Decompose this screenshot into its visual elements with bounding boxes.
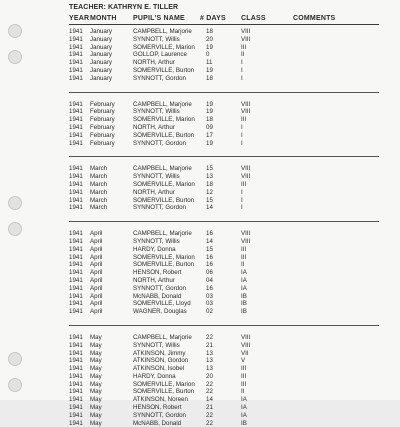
year-cell: 1941: [69, 196, 83, 204]
year-cell: 1941: [69, 100, 83, 108]
table-row: [69, 357, 389, 365]
table-row: [69, 254, 389, 262]
class-cell: IB: [241, 300, 247, 308]
month-cell: February: [90, 116, 115, 124]
days-cell: 02: [206, 308, 213, 316]
year-cell: 1941: [69, 59, 83, 67]
days-cell: 15: [206, 245, 213, 253]
days-cell: 16: [206, 253, 213, 261]
col-header-comments: COMMENTS: [293, 15, 336, 22]
class-cell: I: [241, 59, 243, 67]
class-cell: VIII: [241, 173, 251, 181]
year-cell: 1941: [69, 188, 83, 196]
days-cell: 15: [206, 165, 213, 173]
pupil-name-cell: CAMPBELL, Marjorie: [133, 28, 192, 35]
pupil-name-cell: NORTH, Arthur: [133, 59, 175, 67]
class-cell: VIII: [241, 341, 251, 349]
year-cell: 1941: [69, 388, 83, 396]
table-row: [69, 44, 389, 52]
year-cell: 1941: [69, 284, 83, 292]
pupil-name-cell: CAMPBELL, Marjorie: [133, 230, 192, 238]
year-cell: 1941: [69, 28, 83, 35]
pupil-name-cell: NORTH, Arthur: [133, 123, 175, 131]
class-cell: I: [241, 66, 243, 74]
punch-hole-icon: [8, 24, 22, 38]
class-cell: VIII: [241, 108, 251, 116]
month-section: [69, 334, 389, 427]
pupil-name-cell: SOMERVILLE, Burton: [133, 131, 195, 139]
pupil-name-cell: SOMERVILLE, Burton: [133, 261, 195, 269]
days-cell: 18: [206, 116, 213, 124]
class-cell: III: [241, 116, 247, 124]
class-cell: I: [241, 196, 243, 204]
days-cell: 22: [206, 419, 213, 427]
year-cell: 1941: [69, 341, 83, 349]
pupil-name-cell: ATKINSON, Isobel: [133, 365, 185, 373]
pupil-name-cell: SYNNOTT, Gordon: [133, 74, 186, 82]
month-cell: January: [90, 43, 113, 51]
binder-holes: [0, 0, 40, 400]
pupil-name-cell: SOMERVILLE, Burton: [133, 388, 195, 396]
table-row: [69, 420, 389, 427]
year-cell: 1941: [69, 372, 83, 380]
pupil-name-cell: CAMPBELL, Marjorie: [133, 165, 192, 173]
month-cell: April: [90, 292, 103, 300]
page-header: [69, 0, 389, 28]
class-cell: IB: [241, 292, 247, 300]
days-cell: 11: [206, 59, 213, 67]
month-cell: March: [90, 165, 108, 173]
year-cell: 1941: [69, 308, 83, 316]
section-divider: [69, 212, 379, 222]
days-cell: 19: [206, 108, 213, 116]
class-cell: IA: [241, 276, 247, 284]
table-row: [69, 350, 389, 358]
year-cell: 1941: [69, 51, 83, 59]
table-row: [69, 373, 389, 381]
days-cell: 19: [206, 43, 213, 51]
table-row: [69, 132, 389, 140]
col-header-days: # DAYS: [200, 15, 226, 22]
year-cell: 1941: [69, 269, 83, 277]
days-cell: 06: [206, 269, 213, 277]
class-cell: II: [241, 51, 245, 59]
days-cell: 22: [206, 333, 213, 341]
days-cell: 18: [206, 74, 213, 82]
pupil-name-cell: SOMERVILLE, Marion: [133, 43, 195, 51]
year-cell: 1941: [69, 276, 83, 284]
class-cell: III: [241, 180, 247, 188]
table-row: [69, 293, 389, 301]
days-cell: 21: [206, 404, 213, 412]
year-cell: 1941: [69, 74, 83, 82]
class-cell: III: [241, 43, 247, 51]
days-cell: 16: [206, 284, 213, 292]
pupil-name-cell: SYNNOTT, Willis: [133, 35, 180, 43]
year-cell: 1941: [69, 411, 83, 419]
class-cell: I: [241, 131, 243, 139]
month-cell: May: [90, 404, 102, 412]
year-cell: 1941: [69, 253, 83, 261]
year-cell: 1941: [69, 245, 83, 253]
table-row: [69, 75, 389, 83]
table-row: [69, 204, 389, 212]
pupil-name-cell: SOMERVILLE, Burton: [133, 196, 195, 204]
month-cell: April: [90, 261, 103, 269]
days-cell: 03: [206, 300, 213, 308]
month-cell: January: [90, 35, 113, 43]
section-divider: [69, 83, 379, 93]
days-cell: 14: [206, 204, 213, 212]
year-cell: 1941: [69, 333, 83, 341]
table-row: [69, 173, 389, 181]
pupil-name-cell: SYNNOTT, Gordon: [133, 411, 186, 419]
month-cell: February: [90, 123, 115, 131]
days-cell: 0: [206, 51, 210, 59]
year-cell: 1941: [69, 349, 83, 357]
pupil-name-cell: CAMPBELL, Marjorie: [133, 100, 192, 108]
punch-hole-icon: [8, 196, 22, 210]
month-cell: March: [90, 196, 108, 204]
days-cell: 20: [206, 35, 213, 43]
class-cell: VII: [241, 349, 249, 357]
month-cell: April: [90, 245, 103, 253]
month-section: [69, 165, 389, 222]
days-cell: 04: [206, 276, 213, 284]
days-cell: 13: [206, 349, 213, 357]
year-cell: 1941: [69, 300, 83, 308]
table-row: [69, 342, 389, 350]
table-row: [69, 246, 389, 254]
year-cell: 1941: [69, 230, 83, 238]
class-cell: IB: [241, 419, 247, 427]
punch-hole-icon: [8, 222, 22, 236]
month-cell: February: [90, 131, 115, 139]
year-cell: 1941: [69, 261, 83, 269]
month-cell: February: [90, 139, 115, 147]
col-header-year: YEAR: [69, 15, 90, 22]
attendance-table: [69, 28, 389, 427]
year-cell: 1941: [69, 116, 83, 124]
pupil-name-cell: ATKINSON, Noreen: [133, 396, 188, 404]
table-row: [69, 277, 389, 285]
section-divider: [69, 316, 379, 326]
table-row: [69, 285, 389, 293]
pupil-name-cell: HARDY, Donna: [133, 372, 176, 380]
col-header-class: CLASS: [241, 15, 266, 22]
col-header-pupil: PUPIL'S NAME: [133, 15, 185, 22]
table-row: [69, 67, 389, 75]
month-cell: February: [90, 108, 115, 116]
class-cell: VIII: [241, 333, 251, 341]
days-cell: 18: [206, 180, 213, 188]
year-cell: 1941: [69, 237, 83, 245]
class-cell: IA: [241, 411, 247, 419]
pupil-name-cell: SYNNOTT, Willis: [133, 173, 180, 181]
table-row: [69, 36, 389, 44]
pupil-name-cell: ATKINSON, Jimmy: [133, 349, 186, 357]
month-cell: March: [90, 204, 108, 212]
pupil-name-cell: McNABB, Donald: [133, 419, 182, 427]
table-row: [69, 381, 389, 389]
class-cell: III: [241, 245, 247, 253]
pupil-name-cell: NORTH, Arthur: [133, 188, 175, 196]
month-cell: May: [90, 372, 102, 380]
table-row: [69, 365, 389, 373]
pupil-name-cell: SOMERVILLE, Burton: [133, 66, 195, 74]
days-cell: 19: [206, 100, 213, 108]
month-section: [69, 28, 389, 93]
table-row: [69, 101, 389, 109]
year-cell: 1941: [69, 292, 83, 300]
pupil-name-cell: NORTH, Arthur: [133, 276, 175, 284]
days-cell: 17: [206, 131, 213, 139]
month-cell: April: [90, 308, 103, 316]
month-section: [69, 230, 389, 326]
class-cell: III: [241, 380, 247, 388]
section-divider: [69, 147, 379, 157]
pupil-name-cell: WAGNER, Douglas: [133, 308, 187, 316]
month-cell: January: [90, 51, 113, 59]
table-row: [69, 238, 389, 246]
table-row: [69, 396, 389, 404]
table-row: [69, 230, 389, 238]
days-cell: 19: [206, 139, 213, 147]
year-cell: 1941: [69, 66, 83, 74]
month-cell: January: [90, 28, 113, 35]
days-cell: 20: [206, 372, 213, 380]
year-cell: 1941: [69, 123, 83, 131]
year-cell: 1941: [69, 180, 83, 188]
days-cell: 22: [206, 411, 213, 419]
days-cell: 14: [206, 396, 213, 404]
pupil-name-cell: CAMPBELL, Marjorie: [133, 333, 192, 341]
month-cell: May: [90, 333, 102, 341]
pupil-name-cell: SOMERVILLE, Marion: [133, 380, 195, 388]
month-cell: May: [90, 411, 102, 419]
month-cell: May: [90, 388, 102, 396]
class-cell: VIII: [241, 100, 251, 108]
class-cell: IA: [241, 269, 247, 277]
pupil-name-cell: HARDY, Donna: [133, 245, 176, 253]
days-cell: 16: [206, 261, 213, 269]
days-cell: 16: [206, 230, 213, 238]
pupil-name-cell: McNABB, Donald: [133, 292, 182, 300]
month-cell: May: [90, 396, 102, 404]
pupil-name-cell: SYNNOTT, Gordon: [133, 284, 186, 292]
class-cell: VIII: [241, 237, 251, 245]
month-cell: April: [90, 269, 103, 277]
days-cell: 15: [206, 196, 213, 204]
pupil-name-cell: GOLLOP, Laurence: [133, 51, 187, 59]
month-cell: May: [90, 365, 102, 373]
days-cell: 22: [206, 380, 213, 388]
month-cell: January: [90, 59, 113, 67]
days-cell: 22: [206, 388, 213, 396]
class-cell: IA: [241, 396, 247, 404]
pupil-name-cell: SOMERVILLE, Marion: [133, 116, 195, 124]
table-row: [69, 59, 389, 67]
class-cell: III: [241, 253, 247, 261]
table-row: [69, 165, 389, 173]
table-row: [69, 197, 389, 205]
class-cell: VIII: [241, 230, 251, 238]
class-cell: I: [241, 139, 243, 147]
class-cell: III: [241, 372, 247, 380]
class-cell: I: [241, 204, 243, 212]
table-row: [69, 300, 389, 308]
class-cell: IA: [241, 404, 247, 412]
year-cell: 1941: [69, 108, 83, 116]
pupil-name-cell: SOMERVILLE, Marion: [133, 180, 195, 188]
punch-hole-icon: [8, 352, 22, 366]
pupil-name-cell: SOMERVILLE, Marion: [133, 253, 195, 261]
table-row: [69, 28, 389, 36]
class-cell: V: [241, 357, 246, 365]
month-cell: May: [90, 349, 102, 357]
teacher-name: TEACHER: KATHRYN E. TILLER: [69, 4, 179, 11]
table-row: [69, 108, 389, 116]
days-cell: 03: [206, 292, 213, 300]
days-cell: 21: [206, 341, 213, 349]
pupil-name-cell: SYNNOTT, Willis: [133, 237, 180, 245]
month-cell: March: [90, 188, 108, 196]
month-cell: January: [90, 74, 113, 82]
year-cell: 1941: [69, 204, 83, 212]
class-cell: I: [241, 74, 243, 82]
class-cell: I: [241, 123, 243, 131]
year-cell: 1941: [69, 173, 83, 181]
pupil-name-cell: SYNNOTT, Willis: [133, 341, 180, 349]
class-cell: VIII: [241, 35, 251, 43]
year-cell: 1941: [69, 380, 83, 388]
class-cell: VIII: [241, 28, 251, 35]
year-cell: 1941: [69, 165, 83, 173]
table-row: [69, 116, 389, 124]
year-cell: 1941: [69, 131, 83, 139]
month-cell: May: [90, 419, 102, 427]
month-cell: April: [90, 230, 103, 238]
days-cell: 13: [206, 173, 213, 181]
table-row: [69, 51, 389, 59]
table-row: [69, 189, 389, 197]
pupil-name-cell: HENSON, Robert: [133, 404, 182, 412]
table-row: [69, 308, 389, 316]
month-cell: April: [90, 253, 103, 261]
col-header-month: MONTH: [90, 15, 117, 22]
month-cell: March: [90, 180, 108, 188]
days-cell: 14: [206, 237, 213, 245]
month-cell: April: [90, 276, 103, 284]
year-cell: 1941: [69, 396, 83, 404]
class-cell: IA: [241, 284, 247, 292]
month-cell: April: [90, 237, 103, 245]
month-cell: April: [90, 300, 103, 308]
month-cell: January: [90, 66, 113, 74]
class-cell: IB: [241, 308, 247, 316]
table-row: [69, 412, 389, 420]
days-cell: 12: [206, 188, 213, 196]
year-cell: 1941: [69, 357, 83, 365]
pupil-name-cell: HENSON, Robert: [133, 269, 182, 277]
table-row: [69, 261, 389, 269]
pupil-name-cell: SOMERVILLE, Lloyd: [133, 300, 191, 308]
month-cell: May: [90, 341, 102, 349]
punch-hole-icon: [8, 50, 22, 64]
pupil-name-cell: SYNNOTT, Willis: [133, 108, 180, 116]
class-cell: III: [241, 365, 247, 373]
header-rule: [69, 24, 379, 25]
class-cell: II: [241, 261, 245, 269]
days-cell: 19: [206, 66, 213, 74]
year-cell: 1941: [69, 35, 83, 43]
year-cell: 1941: [69, 404, 83, 412]
days-cell: 13: [206, 357, 213, 365]
pupil-name-cell: SYNNOTT, Gordon: [133, 204, 186, 212]
table-row: [69, 334, 389, 342]
month-cell: March: [90, 173, 108, 181]
year-cell: 1941: [69, 139, 83, 147]
year-cell: 1941: [69, 365, 83, 373]
month-cell: May: [90, 357, 102, 365]
class-cell: VIII: [241, 165, 251, 173]
days-cell: 18: [206, 28, 213, 35]
table-row: [69, 388, 389, 396]
year-cell: 1941: [69, 43, 83, 51]
pupil-name-cell: ATKINSON, Gordon: [133, 357, 189, 365]
table-row: [69, 404, 389, 412]
table-row: [69, 181, 389, 189]
year-cell: 1941: [69, 419, 83, 427]
table-row: [69, 124, 389, 132]
class-cell: II: [241, 388, 245, 396]
pupil-name-cell: SYNNOTT, Gordon: [133, 139, 186, 147]
punch-hole-icon: [8, 378, 22, 392]
table-row: [69, 140, 389, 148]
class-cell: I: [241, 188, 243, 196]
month-cell: February: [90, 100, 115, 108]
days-cell: 09: [206, 123, 213, 131]
month-cell: April: [90, 284, 103, 292]
month-cell: May: [90, 380, 102, 388]
table-row: [69, 269, 389, 277]
days-cell: 13: [206, 365, 213, 373]
month-section: [69, 101, 389, 158]
